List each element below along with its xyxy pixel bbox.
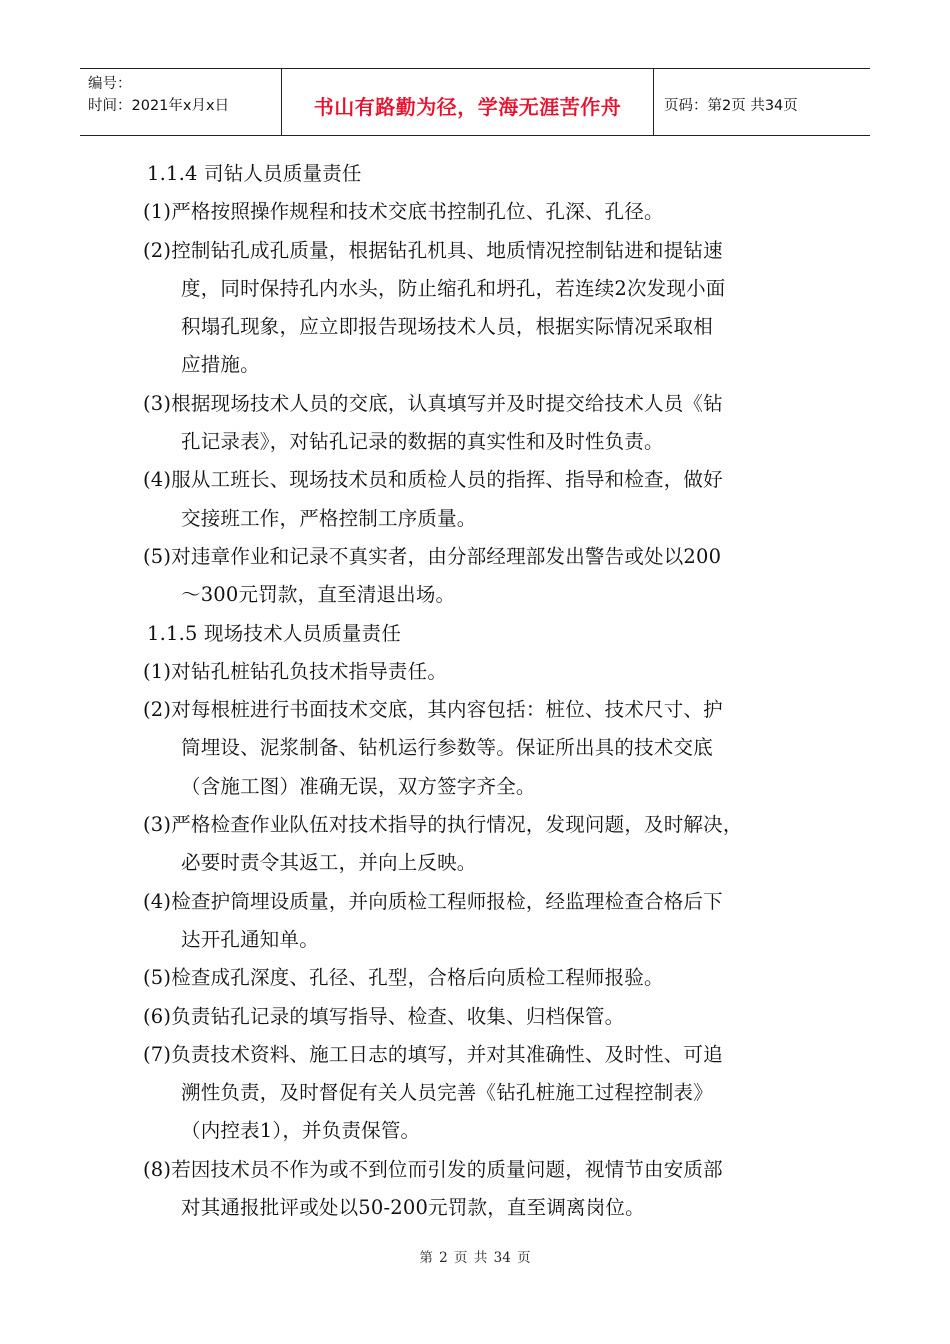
list-item-continuation: 交接班工作，严格控制工序质量。 xyxy=(181,506,477,530)
list-item: (3)根据现场技术人员的交底，认真填写并及时提交给技术人员《钻 xyxy=(143,391,723,415)
section-heading: 1.1.5 现场技术人员质量责任 xyxy=(147,621,402,645)
list-item-continuation: 度，同时保持孔内水头，防止缩孔和坍孔，若连续2次发现小面 xyxy=(181,276,726,300)
header-motto: 书山有路勤为径，学海无涯苦作舟 xyxy=(282,69,654,135)
page-footer: 第 2 页 共 34 页 xyxy=(419,1250,531,1266)
list-item: (5)对违章作业和记录不真实者，由分部经理部发出警告或处以200 xyxy=(143,544,722,568)
list-item: (2)控制钻孔成孔质量，根据钻孔机具、地质情况控制钻进和提钻速 xyxy=(143,238,723,262)
list-item-continuation: 必要时责令其返工，并向上反映。 xyxy=(181,851,477,875)
list-item-continuation: 溯性负责，及时督促有关人员完善《钻孔桩施工过程控制表》 xyxy=(181,1081,713,1105)
document-body xyxy=(143,155,833,1227)
list-item: (5)检查成孔深度、孔径、孔型，合格后向质检工程师报验。 xyxy=(143,966,664,990)
list-item-continuation: （含施工图）准确无误，双方签字齐全。 xyxy=(181,774,536,798)
section-heading: 1.1.4 司钻人员质量责任 xyxy=(147,162,362,185)
header-page-info: 页码：第2页 共34页 xyxy=(664,97,798,114)
list-item-continuation: 对其通报批评或处以50-200元罚款，直至调离岗位。 xyxy=(181,1196,645,1220)
list-item: (7)负责技术资料、施工日志的填写，并对其准确性、及时性、可追 xyxy=(143,1042,723,1066)
list-item: (6)负责钻孔记录的填写指导、检查、收集、归档保管。 xyxy=(143,1004,625,1028)
list-item-continuation: 积塌孔现象，应立即报告现场技术人员，根据实际情况采取相 xyxy=(181,315,713,339)
header-meta xyxy=(80,69,282,135)
list-item: (4)检查护筒埋设质量，并向质检工程师报检，经监理检查合格后下 xyxy=(143,889,723,913)
list-item: (2)对每根桩进行书面技术交底，其内容包括：桩位、技术尺寸、护 xyxy=(143,698,723,722)
document-time-label: 时间：2021年x月x日 xyxy=(88,98,230,114)
list-item: (4)服从工班长、现场技术员和质检人员的指挥、指导和检查，做好 xyxy=(143,468,723,492)
list-item: (3)严格检查作业队伍对技术指导的执行情况，发现问题，及时解决， xyxy=(143,813,743,837)
list-item-continuation: 达开孔通知单。 xyxy=(181,927,319,951)
list-item-continuation: 筒埋设、泥浆制备、钻机运行参数等。保证所出具的技术交底 xyxy=(181,736,713,760)
list-item-continuation: （内控表1），并负责保管。 xyxy=(181,1119,421,1143)
list-item-continuation: 应措施。 xyxy=(181,353,260,377)
list-item: (1)对钻孔桩钻孔负技术指导责任。 xyxy=(143,659,448,683)
document-number-label: 编号： xyxy=(88,76,132,92)
page-header xyxy=(80,68,870,136)
list-item: (8)若因技术员不作为或不到位而引发的质量问题，视情节由安质部 xyxy=(143,1157,723,1181)
list-item-continuation: 孔记录表》，对钻孔记录的数据的真实性和及时性负责。 xyxy=(181,430,664,454)
list-item-continuation: ～300元罚款，直至清退出场。 xyxy=(181,583,456,607)
list-item: (1)严格按照操作规程和技术交底书控制孔位、孔深、孔径。 xyxy=(143,200,664,224)
